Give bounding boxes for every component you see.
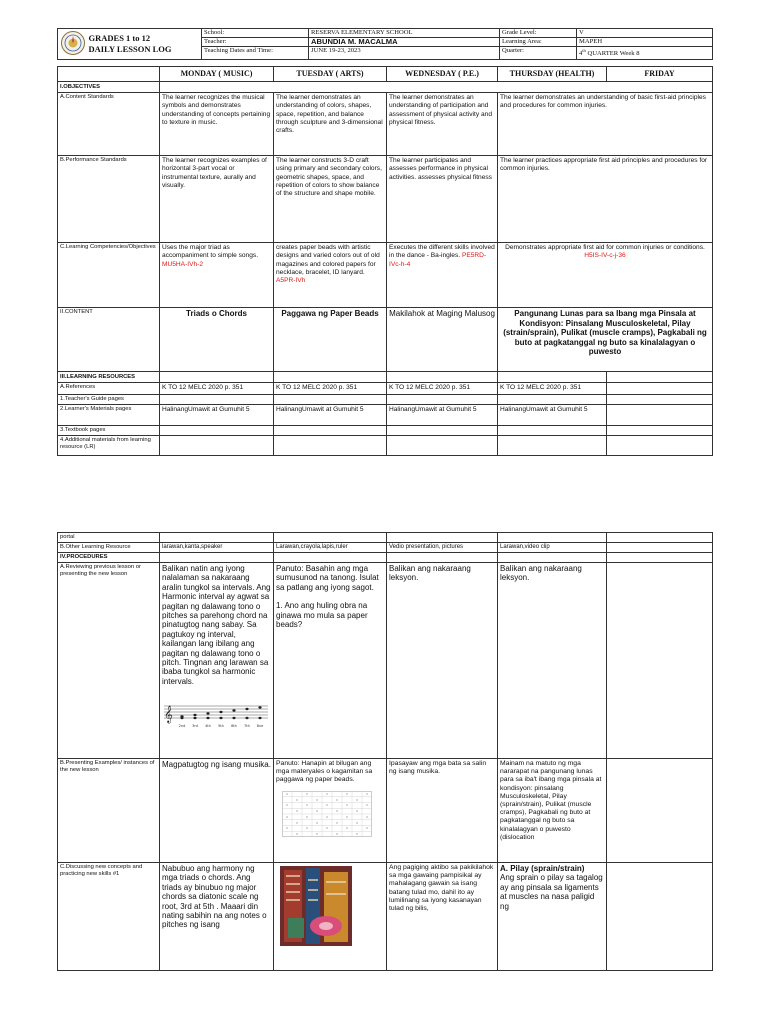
other-friday bbox=[607, 543, 713, 553]
content-wednesday: Makilahok at Maging Malusog bbox=[387, 308, 498, 372]
interval-label: 5th bbox=[218, 724, 224, 729]
empty-cell bbox=[274, 394, 387, 404]
performance-standards-label: B.Performance Standards bbox=[58, 156, 160, 243]
review-monday bbox=[160, 563, 274, 759]
reference-thursday: K TO 12 MELC 2020 p. 351 bbox=[498, 383, 607, 394]
lesson-log-page-1 bbox=[57, 28, 712, 456]
review-thursday: Balikan ang nakaraang leksyon. bbox=[498, 563, 607, 759]
discussing-friday bbox=[607, 863, 713, 971]
empty-cell bbox=[607, 533, 713, 543]
objectives-section-label: I.OBJECTIVES bbox=[58, 82, 160, 93]
discussing-thursday-text: Ang sprain o pilay sa tagalog ay ang pinsala sa ligaments at muscles na nasa paligid ng bbox=[500, 873, 603, 911]
review-friday bbox=[607, 563, 713, 759]
review-tuesday-question: 1. Ano ang huling obra na ginawa mo mula sa paper beads? bbox=[276, 601, 368, 630]
area-label: Learning Area: bbox=[500, 38, 577, 47]
performance-standard-tuesday: The learner constructs 3-D craft using primary and secondary colors, geometric shapes, space, and repetition of colors to show balance of the structure and shape mobile. bbox=[274, 156, 387, 243]
presenting-tuesday-text: Panuto: Hanapin at bilugan ang mga materyales o kagamitan sa paggawa ng paper beads. bbox=[276, 760, 373, 784]
lm-monday: HalinangUmawit at Gumuhit 5 bbox=[160, 404, 274, 425]
content-standard-wednesday: The learner demonstrates an understanding of participation and assessment of physical activity and physical fitness. bbox=[387, 93, 498, 156]
quarter-suffix: th bbox=[582, 48, 586, 54]
interval-label: 6th bbox=[231, 724, 237, 729]
competency-code: PE5RD-IVc-h-4 bbox=[389, 252, 487, 268]
competency-wednesday bbox=[387, 243, 498, 308]
title-line-2: DAILY LESSON LOG bbox=[88, 44, 172, 54]
discussing-monday: Nabubuo ang harmony ng mga triads o chords. Ang triads ay binubuo ng major chords sa diatonic scale ng root, 3rd at 5th . Maaari din nating sabihin na ang notes o pitches ng isang bbox=[160, 863, 274, 971]
reference-tuesday: K TO 12 MELC 2020 p. 351 bbox=[274, 383, 387, 394]
dates-value: JUNE 19-23, 2023 bbox=[309, 47, 500, 60]
lm-tuesday: HalinangUmawit at Gumuhit 5 bbox=[274, 404, 387, 425]
empty-cell bbox=[387, 533, 498, 543]
procedures-section-label: IV.PROCEDURES bbox=[58, 553, 160, 563]
learners-materials-label: 2.Learner's Materials pages bbox=[58, 404, 160, 425]
interval-label: 2nd bbox=[178, 724, 186, 729]
procedures-table bbox=[57, 532, 713, 971]
empty-cell bbox=[387, 425, 498, 435]
lm-friday bbox=[607, 404, 713, 425]
teacher-value bbox=[309, 38, 500, 47]
day-header-friday: FRIDAY bbox=[607, 67, 713, 82]
empty-cell bbox=[607, 372, 713, 383]
objectives-section-fill bbox=[160, 82, 713, 93]
competency-tuesday bbox=[274, 243, 387, 308]
presenting-wednesday: Ipasayaw ang mga bata sa salin ng isang musika. bbox=[387, 759, 498, 863]
empty-cell bbox=[274, 372, 387, 383]
empty-cell bbox=[607, 435, 713, 455]
discussing-wednesday: Ang pagiging aktibo sa pakikilahok sa mga gawaing pampisikal ay mahalagang gawain sa isang batang tulad mo, dahil ito ay lumilinang sa iyong kasanayan tulad ng bilis, bbox=[387, 863, 498, 971]
day-header-monday: MONDAY ( MUSIC) bbox=[160, 67, 274, 82]
school-value: RESERVA ELEMENTARY SCHOOL bbox=[309, 29, 500, 38]
empty-cell bbox=[160, 425, 274, 435]
log-title bbox=[86, 29, 202, 60]
content-standard-tuesday: The learner demonstrates an understanding of colors, shapes, space, repetition, and balance through sculpture and 3-dimensional crafts. bbox=[274, 93, 387, 156]
performance-standard-monday: The learner recognizes examples of horizontal 3-part vocal or instrumental texture, aurally and visually. bbox=[160, 156, 274, 243]
other-wednesday: Vedio presentation, pictures bbox=[387, 543, 498, 553]
empty-cell bbox=[274, 425, 387, 435]
empty-cell bbox=[387, 394, 498, 404]
empty-cell bbox=[160, 553, 274, 563]
day-header-wednesday: WEDNESDAY ( P.E.) bbox=[387, 67, 498, 82]
empty-cell bbox=[387, 372, 498, 383]
logo-cell bbox=[58, 29, 86, 60]
competency-code: H5IS-IV-c-j-36 bbox=[584, 252, 626, 260]
competencies-row bbox=[58, 243, 713, 308]
header-table bbox=[57, 28, 713, 60]
discussing-tuesday bbox=[274, 863, 387, 971]
review-label: A.Reviewing previous lesson or presenting the new lesson bbox=[58, 563, 160, 759]
discussing-label: C.Discussing new concepts and practicing new skills #1 bbox=[58, 863, 160, 971]
pilay-heading: A. Pilay (sprain/strain) bbox=[500, 864, 585, 873]
empty-cell bbox=[387, 553, 498, 563]
competency-code: MU5HA-IVh-2 bbox=[162, 260, 204, 268]
review-row bbox=[58, 563, 713, 759]
empty-cell bbox=[498, 435, 607, 455]
empty-cell bbox=[498, 394, 607, 404]
other-resources-label: B.Other Learning Resource bbox=[58, 543, 160, 553]
references-label: A.References bbox=[58, 383, 160, 394]
content-standards-row bbox=[58, 93, 713, 156]
competency-monday bbox=[160, 243, 274, 308]
empty-cell bbox=[498, 372, 607, 383]
competencies-label: C.Learning Competencies/Objectives bbox=[58, 243, 160, 308]
presenting-tuesday bbox=[274, 759, 387, 863]
content-standards-label: A.Content Standards bbox=[58, 93, 160, 156]
presenting-friday bbox=[607, 759, 713, 863]
performance-standards-row bbox=[58, 156, 713, 243]
content-row bbox=[58, 308, 713, 372]
corner-cell bbox=[58, 67, 160, 82]
school-label: School: bbox=[202, 29, 309, 38]
empty-cell bbox=[387, 435, 498, 455]
review-monday-text: Balikan natin ang iyong nalalaman sa nakaraang aralin tungkol sa intervals. Ang Harmonic interval ay agwat sa pagitan ng dalawang tono o pitches sa parehong chord na pinatugtog nang sabay. Sa pagtukoy ng interval, kailangan lang ibilang ang pagitan ng dalawang tono o pitch. Tingnan ang larawan sa ibaba tungkol sa harmonic intervals. bbox=[162, 564, 271, 686]
discussing-row bbox=[58, 863, 713, 971]
day-header-row bbox=[58, 67, 713, 82]
review-tuesday-text: Panuto: Basahin ang mga sumusunod na tanong. Isulat sa patlang ang iyong sagot. bbox=[276, 564, 379, 592]
grade-label: Grade Level: bbox=[500, 29, 577, 38]
day-header-tuesday: TUESDAY ( ARTS) bbox=[274, 67, 387, 82]
discussing-thursday bbox=[498, 863, 607, 971]
lesson-log-page-2 bbox=[57, 532, 712, 971]
performance-standard-thursday: The learner practices appropriate first aid principles and procedures for common injuries. bbox=[498, 156, 713, 243]
content-tuesday: Paggawa ng Paper Beads bbox=[274, 308, 387, 372]
lm-wednesday: HalinangUmawit at Gumuhit 5 bbox=[387, 404, 498, 425]
competency-text: Uses the major triad as accompaniment to simple songs. bbox=[162, 244, 259, 260]
empty-cell bbox=[160, 533, 274, 543]
other-thursday: Larawan,video clip bbox=[498, 543, 607, 553]
interval-label: 3rd bbox=[192, 724, 198, 729]
interval-label: 7th bbox=[244, 724, 250, 729]
review-wednesday: Balikan ang nakaraang leksyon. bbox=[387, 563, 498, 759]
portal-label: portal bbox=[58, 533, 160, 543]
competency-text: Demonstrates appropriate first aid for common injuries or conditions. bbox=[505, 244, 705, 252]
quarter-value bbox=[577, 47, 713, 60]
textbook-label: 3.Textbook pages bbox=[58, 425, 160, 435]
other-tuesday: Larawan,crayola,lapis,ruler bbox=[274, 543, 387, 553]
interval-label: 8ve bbox=[256, 724, 264, 729]
competency-text: Executes the different skills involved in the dance - Ba-ingles. bbox=[389, 244, 495, 260]
area-value: MAPEH bbox=[577, 38, 713, 47]
content-label: II.CONTENT bbox=[58, 308, 160, 372]
empty-cell bbox=[498, 533, 607, 543]
teacher-name: ABUNDIA M. MACALMA bbox=[311, 37, 398, 47]
learners-materials-row bbox=[58, 404, 713, 425]
content-standard-thursday: The learner demonstrates an understanding of basic first-aid principles and procedures for common injuries. bbox=[498, 93, 713, 156]
empty-cell bbox=[160, 372, 274, 383]
empty-cell bbox=[160, 435, 274, 455]
interval-label: 4th bbox=[205, 724, 211, 729]
deped-seal-icon bbox=[60, 30, 86, 56]
empty-cell bbox=[607, 394, 713, 404]
other-resources-row bbox=[58, 543, 713, 553]
review-tuesday bbox=[274, 563, 387, 759]
references-row bbox=[58, 383, 713, 394]
competency-thursday bbox=[498, 243, 713, 308]
teacher-label: Teacher: bbox=[202, 38, 309, 47]
resources-section-label: III.LEARNING RESOURCES bbox=[58, 372, 160, 383]
quarter-number: 4 bbox=[579, 50, 583, 58]
day-header-thursday: THURSDAY (HEALTH) bbox=[498, 67, 607, 82]
competency-text: creates paper beads with artistic designs and varied colors out of old magazines and colored papers for necklace, bracelet, ID lanyard. bbox=[276, 244, 380, 276]
quarter-week: QUARTER Week 8 bbox=[587, 50, 640, 58]
empty-cell bbox=[274, 435, 387, 455]
content-standard-monday: The learner recognizes the musical symbols and demonstrates understanding of concepts pertaining to texture in music. bbox=[160, 93, 274, 156]
empty-cell bbox=[160, 394, 274, 404]
empty-cell bbox=[274, 553, 387, 563]
presenting-label: B.Presenting Examples/ instances of the new lesson bbox=[58, 759, 160, 863]
reference-monday: K TO 12 MELC 2020 p. 351 bbox=[160, 383, 274, 394]
empty-cell bbox=[274, 533, 387, 543]
teachers-guide-label: 1.Teacher's Guide pages bbox=[58, 394, 160, 404]
reference-wednesday: K TO 12 MELC 2020 p. 351 bbox=[387, 383, 498, 394]
word-search-grid-image bbox=[282, 791, 372, 837]
lm-thursday: HalinangUmawit at Gumuhit 5 bbox=[498, 404, 607, 425]
dates-label: Teaching Dates and Time: bbox=[202, 47, 309, 60]
music-staff-image bbox=[162, 700, 270, 730]
additional-materials-label: 4.Additional materials from learning resource (LR) bbox=[58, 435, 160, 455]
empty-cell bbox=[607, 553, 713, 563]
content-thursday: Pangunang Lunas para sa Ibang mga Pinsala at Kondisyon: Pinsalang Musculoskeletal, Pilay (strain/sprain), Pulikat (muscle cramps), Pagkabali ng buto at pagkatanggal ng buto sa kinalalagyan o puwesto bbox=[498, 308, 713, 372]
grade-value: V bbox=[577, 29, 713, 38]
competency-code: A5PR-IVh bbox=[276, 277, 306, 285]
title-line-1: GRADES 1 to 12 bbox=[88, 33, 151, 43]
paper-beads-photo bbox=[280, 866, 352, 946]
performance-standard-wednesday: The learner participates and assesses performance in physical activities. assesses physical fitness bbox=[387, 156, 498, 243]
presenting-row bbox=[58, 759, 713, 863]
empty-cell bbox=[498, 425, 607, 435]
empty-cell bbox=[607, 425, 713, 435]
reference-friday bbox=[607, 383, 713, 394]
other-monday: larawan,kanta,speaker bbox=[160, 543, 274, 553]
quarter-label: Quarter: bbox=[500, 47, 577, 60]
presenting-thursday: Mainam na matuto ng mga nararapat na pangunang lunas para sa iba't ibang mga pinsala at kondisyon: pinsalang Musculoskeletal, Pilay (sprain/strain), Pulikat (muscle cramps), Pagkabali ng buto at pagkatanggal ng buto sa kinalalagyan o puwesto (dislocation bbox=[498, 759, 607, 863]
empty-cell bbox=[498, 553, 607, 563]
svg-text:𝄞: 𝄞 bbox=[164, 705, 173, 724]
lesson-table bbox=[57, 66, 713, 456]
presenting-monday: Magpatugtog ng isang musika. bbox=[160, 759, 274, 863]
content-monday: Triads o Chords bbox=[160, 308, 274, 372]
